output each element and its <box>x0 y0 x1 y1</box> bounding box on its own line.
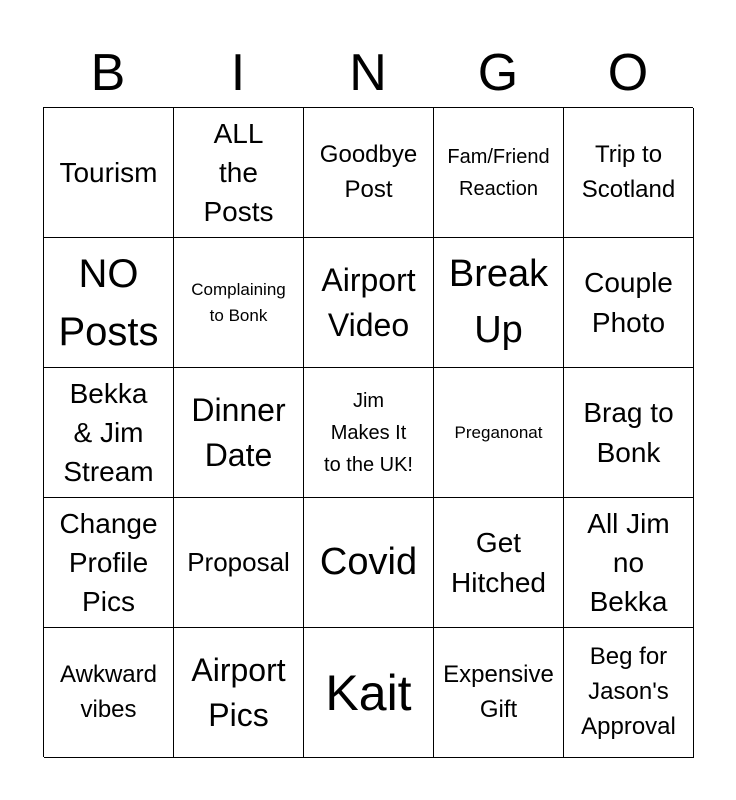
header-letter-n: N <box>349 44 387 102</box>
cell-text: Airport Pics <box>191 651 286 733</box>
cell-text: Brag to Bonk <box>583 397 674 468</box>
bingo-cell[interactable] <box>434 238 564 368</box>
cell-text: Bekka & Jim Stream <box>63 377 154 488</box>
header-letter-b: B <box>90 44 126 102</box>
cell-text: Jim Makes It to the UK! <box>324 389 413 476</box>
cell-text: Kait <box>325 664 412 721</box>
bingo-cell[interactable] <box>44 498 174 628</box>
cell-text: Get Hitched <box>451 527 546 598</box>
bingo-header <box>43 38 693 108</box>
bingo-cell[interactable] <box>564 628 694 758</box>
cell-text: Couple Photo <box>584 267 673 338</box>
header-letter-i: I <box>230 44 246 102</box>
cell-text: Beg for Jason's Approval <box>581 643 676 740</box>
bingo-cell[interactable] <box>564 498 694 628</box>
bingo-cell[interactable] <box>174 108 304 238</box>
cell-text: Dinner Date <box>191 391 286 473</box>
cell-text: Fam/Friend Reaction <box>447 145 550 200</box>
bingo-cell[interactable] <box>304 368 434 498</box>
bingo-cell[interactable] <box>44 368 174 498</box>
bingo-cell[interactable] <box>434 108 564 238</box>
bingo-cell[interactable] <box>304 108 434 238</box>
bingo-cell[interactable] <box>564 238 694 368</box>
cell-text: Awkward vibes <box>60 660 157 723</box>
bingo-card <box>43 107 693 757</box>
bingo-cell[interactable] <box>304 238 434 368</box>
cell-text: All Jim no Bekka <box>587 507 670 618</box>
cell-text: Airport Video <box>321 261 416 343</box>
header-letter-g: G <box>477 44 519 102</box>
header-letter-o: O <box>607 44 649 102</box>
cell-text: NO Posts <box>58 251 159 354</box>
cell-text: ALL the Posts <box>203 117 274 228</box>
bingo-cell[interactable] <box>174 498 304 628</box>
bingo-cell[interactable] <box>564 368 694 498</box>
cell-text: Preganonat <box>454 422 543 442</box>
cell-text: Change Profile Pics <box>59 507 158 618</box>
bingo-cell[interactable] <box>434 368 564 498</box>
bingo-cell[interactable] <box>174 368 304 498</box>
bingo-cell[interactable] <box>304 498 434 628</box>
cell-text: Tourism <box>59 156 158 188</box>
bingo-cell[interactable] <box>434 498 564 628</box>
cell-text: Expensive Gift <box>443 660 554 723</box>
cell-text: Trip to Scotland <box>581 140 676 203</box>
bingo-cell[interactable] <box>174 238 304 368</box>
bingo-cell[interactable] <box>44 108 174 238</box>
cell-text: Proposal <box>187 547 290 577</box>
bingo-cell[interactable] <box>564 108 694 238</box>
bingo-cell[interactable] <box>434 628 564 758</box>
cell-text: Goodbye Post <box>319 140 418 203</box>
bingo-cell[interactable] <box>44 238 174 368</box>
bingo-cell[interactable] <box>304 628 434 758</box>
bingo-cell[interactable] <box>44 628 174 758</box>
cell-text: Covid <box>319 540 418 583</box>
cell-text: Complaining to Bonk <box>191 280 286 325</box>
cell-text: Break Up <box>448 253 549 351</box>
bingo-cell[interactable] <box>174 628 304 758</box>
